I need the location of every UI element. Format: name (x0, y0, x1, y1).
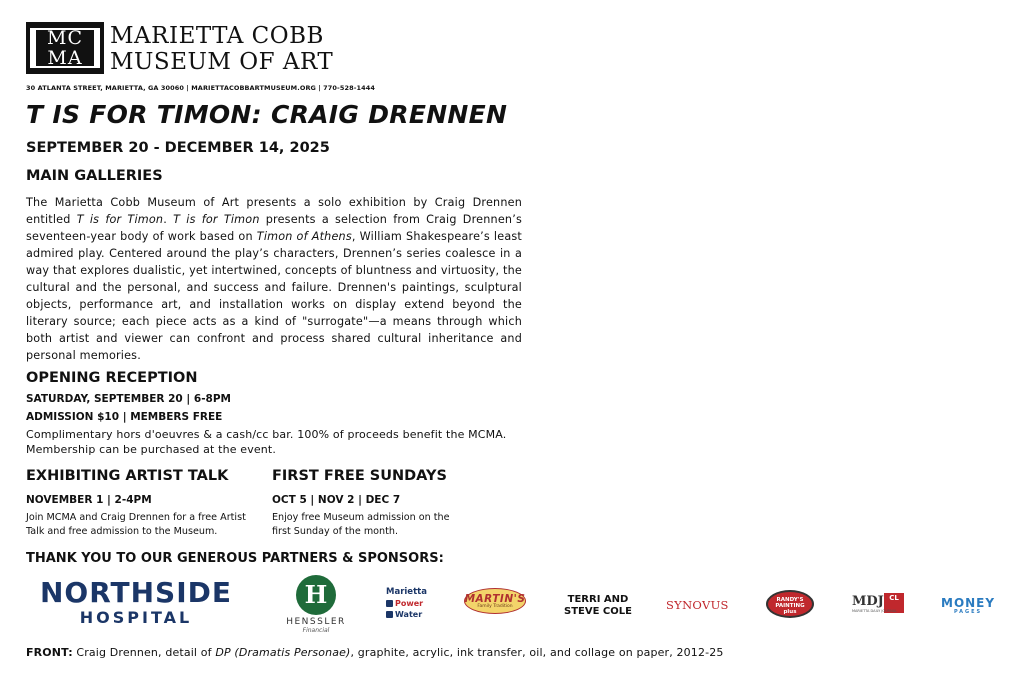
exhibition-dates: SEPTEMBER 20 - DECEMBER 14, 2025 (26, 140, 330, 156)
reception-note: Complimentary hors d'oeuvres & a cash/cc bar. 100% of proceeds benefit the MCMA. Membership can be purchased at the event. (26, 428, 507, 456)
marietta-logo-line3: Water (395, 610, 423, 619)
museum-name-line1: MARIETTA COBB (110, 23, 324, 49)
front-image-credit: FRONT: Craig Drennen, detail of DP (Dramatis Personae), graphite, acrylic, ink transfer, oil, and collage on paper, 2012-25 (26, 646, 724, 659)
water-square-icon (386, 611, 393, 618)
mdj-logo-sub: MARIETTA DAILY JOURNAL (852, 609, 898, 613)
reception-heading: OPENING RECEPTION (26, 370, 198, 386)
exhibition-description: The Marietta Cobb Museum of Art presents a solo exhibition by Craig Drennen entitled T is for Timon. T is for Timon presents a selection from Craig Drennen’s seventeen-year body of work based on Timon of Athens, William Shakespeare’s least admired play. Centered around the play’s characters, Drennen’s series coalesce in a way that explores dualistic, yet intertwined, concepts of bluntness and virtuosity, the cultural and the personal, and success and failure. Drennen's paintings, sculptural objects, performance art, and installation works on display extend beyond the literary source; each piece acts as a kind of "surrogate"—a means through which both artist and viewer can confront and process shared cultural inheritance and personal memories. (26, 196, 523, 362)
logo-monogram-top: MC (47, 27, 83, 49)
money-logo-line1: MONEY (941, 596, 996, 610)
mdj-logo: MDJ (852, 594, 884, 609)
terri-line2: STEVE COLE (564, 606, 632, 617)
logo-monogram-bottom: MA (47, 47, 83, 69)
exhibition-title: T IS FOR TIMON: CRAIG DRENNEN (26, 100, 508, 129)
marietta-power-water-logo (386, 587, 430, 620)
free-sundays-heading: FIRST FREE SUNDAYS (272, 468, 447, 484)
northside-logo-line1: NORTHSIDE (39, 576, 233, 609)
terri-steve-cole-sponsor (560, 594, 636, 618)
terri-line1: TERRI AND (567, 594, 629, 605)
randys-painting-logo (766, 590, 814, 618)
martins-logo (464, 588, 526, 614)
northside-logo-line2: HOSPITAL (79, 608, 193, 627)
museum-name-line2: MUSEUM OF ART (110, 49, 334, 75)
henssler-logo-name: HENSSLER (286, 617, 346, 627)
henssler-logo-sub: Financial (302, 627, 330, 634)
marietta-logo-line2: Power (395, 599, 424, 608)
henssler-badge-icon: H (296, 575, 336, 615)
artist-talk-note: Join MCMA and Craig Drennen for a free Artist Talk and free admission to the Museum. (26, 512, 246, 537)
money-pages-logo (941, 597, 995, 615)
artist-talk-date: NOVEMBER 1 | 2-4PM (26, 494, 152, 506)
exhibition-location: MAIN GALLERIES (26, 168, 163, 184)
money-logo-line2: PAGES (953, 609, 983, 615)
henssler-financial-logo (280, 575, 352, 634)
reception-date: SATURDAY, SEPTEMBER 20 | 6-8PM (26, 393, 231, 405)
museum-logo-mark (26, 22, 104, 74)
martins-logo-text: MARTIN'S (464, 593, 526, 605)
randys-logo-text: RANDY'S PAINTING plus (775, 597, 805, 615)
martins-logo-sub: Family Tradition (477, 604, 513, 609)
mdj-cl-badge-icon: CL (884, 593, 904, 613)
free-sundays-dates: OCT 5 | NOV 2 | DEC 7 (272, 494, 401, 506)
marietta-logo-line1: Marietta (386, 587, 427, 597)
sponsors-heading: THANK YOU TO OUR GENEROUS PARTNERS & SPONSORS: (26, 551, 444, 566)
power-square-icon (386, 600, 393, 607)
synovus-logo: SYNOVUS (666, 598, 729, 612)
reception-admission: ADMISSION $10 | MEMBERS FREE (26, 411, 223, 423)
artist-talk-heading: EXHIBITING ARTIST TALK (26, 468, 229, 484)
museum-address: 30 ATLANTA STREET, MARIETTA, GA 30060 | MARIETTACOBBARTMUSEUM.ORG | 770-528-1444 (26, 84, 376, 92)
northside-hospital-logo (26, 578, 246, 628)
free-sundays-note: Enjoy free Museum admission on the first Sunday of the month. (272, 512, 450, 537)
